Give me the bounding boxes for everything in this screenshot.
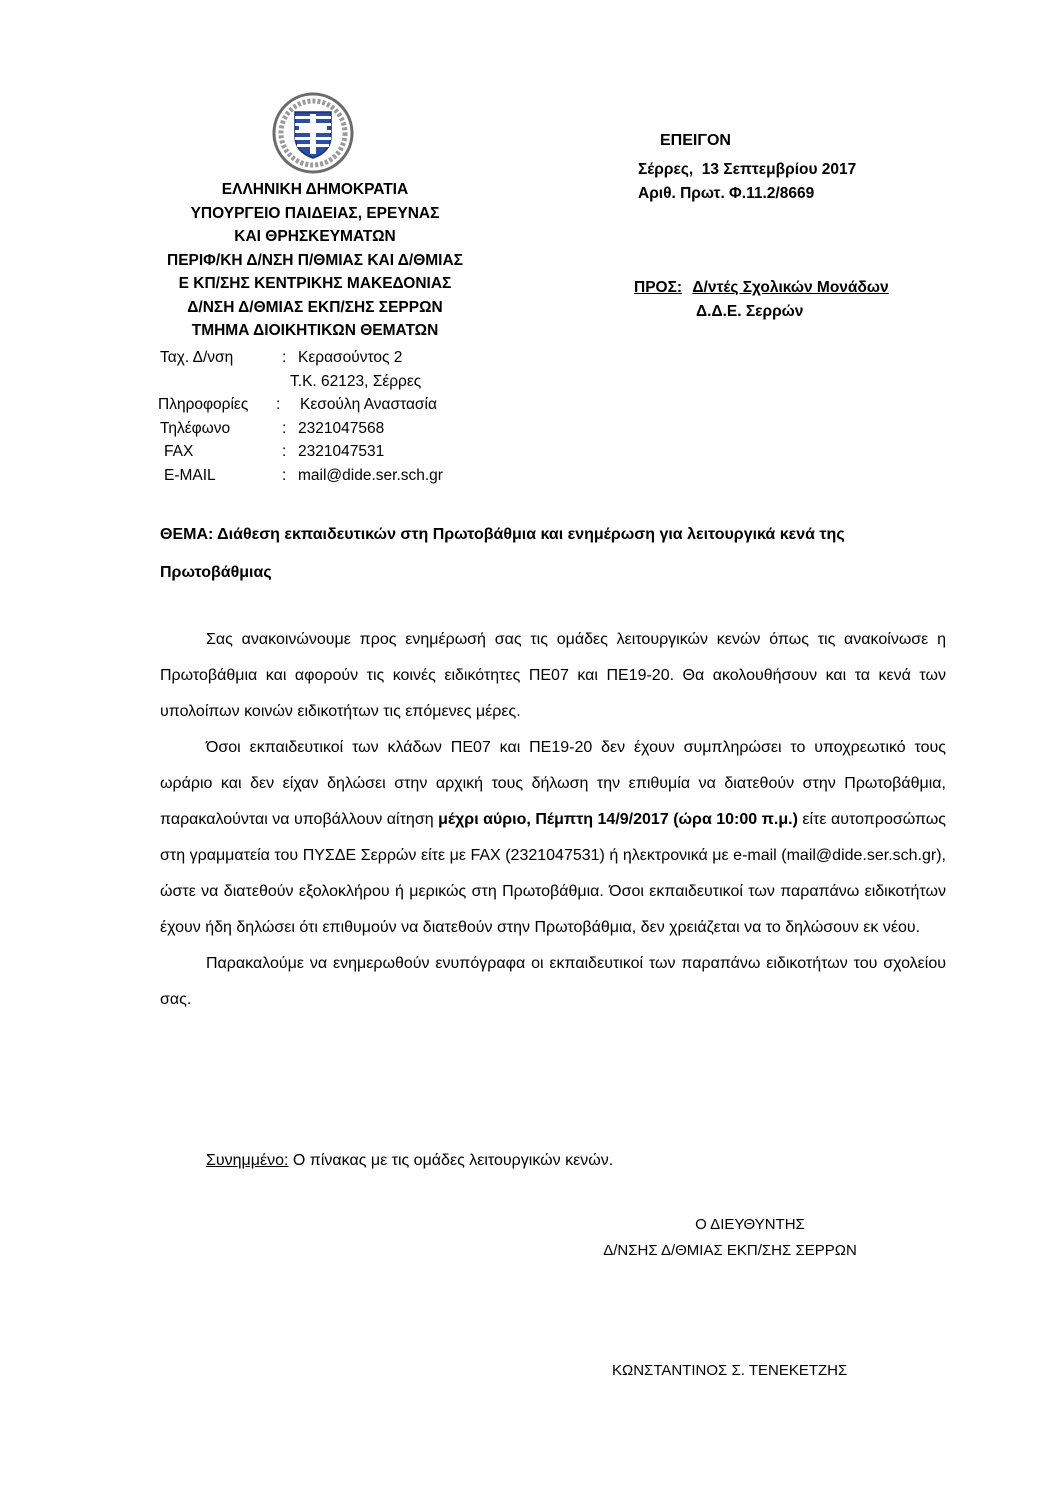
issuer-line: ΤΜΗΜΑ ΔΙΟΙΚΗΤΙΚΩΝ ΘΕΜΑΤΩΝ (191, 322, 439, 339)
paragraph (160, 730, 946, 946)
contact-separator: : (276, 396, 281, 413)
contact-email-link[interactable]: mail@dide.ser.sch.gr (298, 466, 443, 484)
contact-value: Κεσούλη Αναστασία (300, 396, 437, 413)
signature-block (580, 1212, 880, 1264)
contact-label: Ταχ. Δ/νση (160, 349, 234, 366)
contact-label: Τηλέφωνο (160, 419, 231, 437)
signature-title: Ο ΔΙΕΥΘΥΝΤΗΣ (695, 1216, 805, 1233)
letter-body (160, 622, 946, 1018)
attachment-text: Ο πίνακας με τις ομάδες λειτουργικών κενών. (288, 1152, 614, 1169)
issuer-line: ΕΛΛΗΝΙΚΗ ΔΗΜΟΚΡΑΤΙΑ (221, 181, 409, 198)
issuer-line: Ε ΚΠ/ΣΗΣ ΚΕΝΤΡΙΚΗΣ ΜΑΚΕΔΟΝΙΑΣ (178, 275, 452, 292)
issuer-line: ΠΕΡΙΦ/ΚΗ Δ/ΝΣΗ Π/ΘΜΙΑΣ ΚΑΙ Δ/ΘΜΙΑΣ (167, 251, 463, 269)
issuer-line: ΚΑΙ ΘΡΗΣΚΕΥΜΑΤΩΝ (234, 228, 396, 245)
attachment-label: Συνημμένο: (206, 1152, 289, 1169)
contact-label: Πληροφορίες (158, 396, 249, 413)
contact-separator: : (282, 466, 287, 484)
signer-name: ΚΩΝΣΤΑΝΤΙΝΟΣ Σ. ΤΕΝΕΚΕΤΖΗΣ (612, 1362, 848, 1379)
contact-value: Κερασούντος 2 (298, 349, 403, 366)
date-reference-block (638, 158, 856, 206)
contact-separator: : (282, 349, 287, 366)
document-date: Σέρρες, 13 Σεπτεμβρίου 2017 (638, 161, 857, 178)
contact-separator: : (282, 419, 287, 437)
paragraph-text: Όσοι εκπαιδευτικοί των κλάδων ΠΕ07 και ΠΕ19-20 δεν έχουν συμπληρώσει το υποχρεωτικό τους ωράριο και δεν είχαν δηλώσει στην αρχική τους δήλωση την επιθυμία να διατεθούν στην Πρωτοβάθμια, παρακαλούνται να υποβάλλουν αίτηση (160, 739, 946, 828)
contact-separator: : (282, 443, 287, 460)
contact-label: FAX (164, 443, 194, 460)
deadline-text: μέχρι αύριο, Πέμπτη 14/9/2017 (ώρα 10:00 π.μ.) (438, 811, 798, 828)
signature-office: Δ/ΝΣΗΣ Δ/ΘΜΙΑΣ ΕΚΠ/ΣΗΣ ΣΕΡΡΩΝ (603, 1242, 857, 1259)
recipient-line-1: Δ/ντές Σχολικών Μονάδων (692, 279, 889, 296)
paragraph: Σας ανακοινώνουμε προς ενημέρωσή σας τις ομάδες λειτουργικών κενών όπως τις ανακοίνωσε η Πρωτοβάθμια και αφορούν τις κοινές ειδικότητες ΠΕ07 και ΠΕ19-20. Θα ακολουθήσουν και τα κενά των υπολοίπων κοινών ειδικοτήτων τις επόμενες μέρες. (160, 631, 946, 720)
issuer-line: ΥΠΟΥΡΓΕΙΟ ΠΑΙΔΕΙΑΣ, ΕΡΕΥΝΑΣ (190, 204, 440, 222)
subject: ΘΕΜΑ: Διάθεση εκπαιδευτικών στη Πρωτοβάθμια και ενημέρωση για λειτουργικά κενά της Πρωτοβάθμιας (160, 526, 845, 581)
protocol-number: Αριθ. Πρωτ. Φ.11.2/8669 (638, 185, 815, 202)
contact-label: E-MAIL (164, 466, 216, 484)
contact-value: 2321047531 (298, 443, 385, 460)
attachment-line (206, 1152, 613, 1170)
contact-value: Τ.Κ. 62123, Σέρρες (290, 372, 422, 390)
recipient-label: ΠΡΟΣ: (634, 279, 683, 296)
paragraph-text: είτε αυτοπροσώπως στη γραμματεία του ΠΥΣΔΕ Σερρών είτε με FAX (2321047531) ή ηλεκτρονικά με e-mail (mail@dide.ser.sch.gr), ώστε να διατεθούν εξολοκλήρου ή μερικώς στη Πρωτοβάθμια. Όσοι εκπαιδευτικοί των παραπάνω ειδικοτήτων έχουν ήδη δηλώσει ότι επιθυμούν να διατεθούν στην Πρωτοβάθμια, δεν χρειάζεται να το δηλώσουν εκ νέου. (160, 811, 946, 936)
issuer-line: Δ/ΝΣΗ Δ/ΘΜΙΑΣ ΕΚΠ/ΣΗΣ ΣΕΡΡΩΝ (187, 298, 443, 316)
greek-coat-of-arms-icon (272, 92, 354, 174)
paragraph: Παρακαλούμε να ενημερωθούν ενυπόγραφα οι εκπαιδευτικοί των παραπάνω ειδικοτήτων του σχολείου σας. (160, 955, 946, 1008)
contact-value: 2321047568 (298, 419, 385, 437)
recipient-block (634, 276, 889, 324)
issuer-block (130, 178, 500, 343)
urgent-label: ΕΠΕΙΓΟΝ (660, 132, 731, 149)
recipient-line-2: Δ.Δ.Ε. Σερρών (696, 303, 804, 320)
